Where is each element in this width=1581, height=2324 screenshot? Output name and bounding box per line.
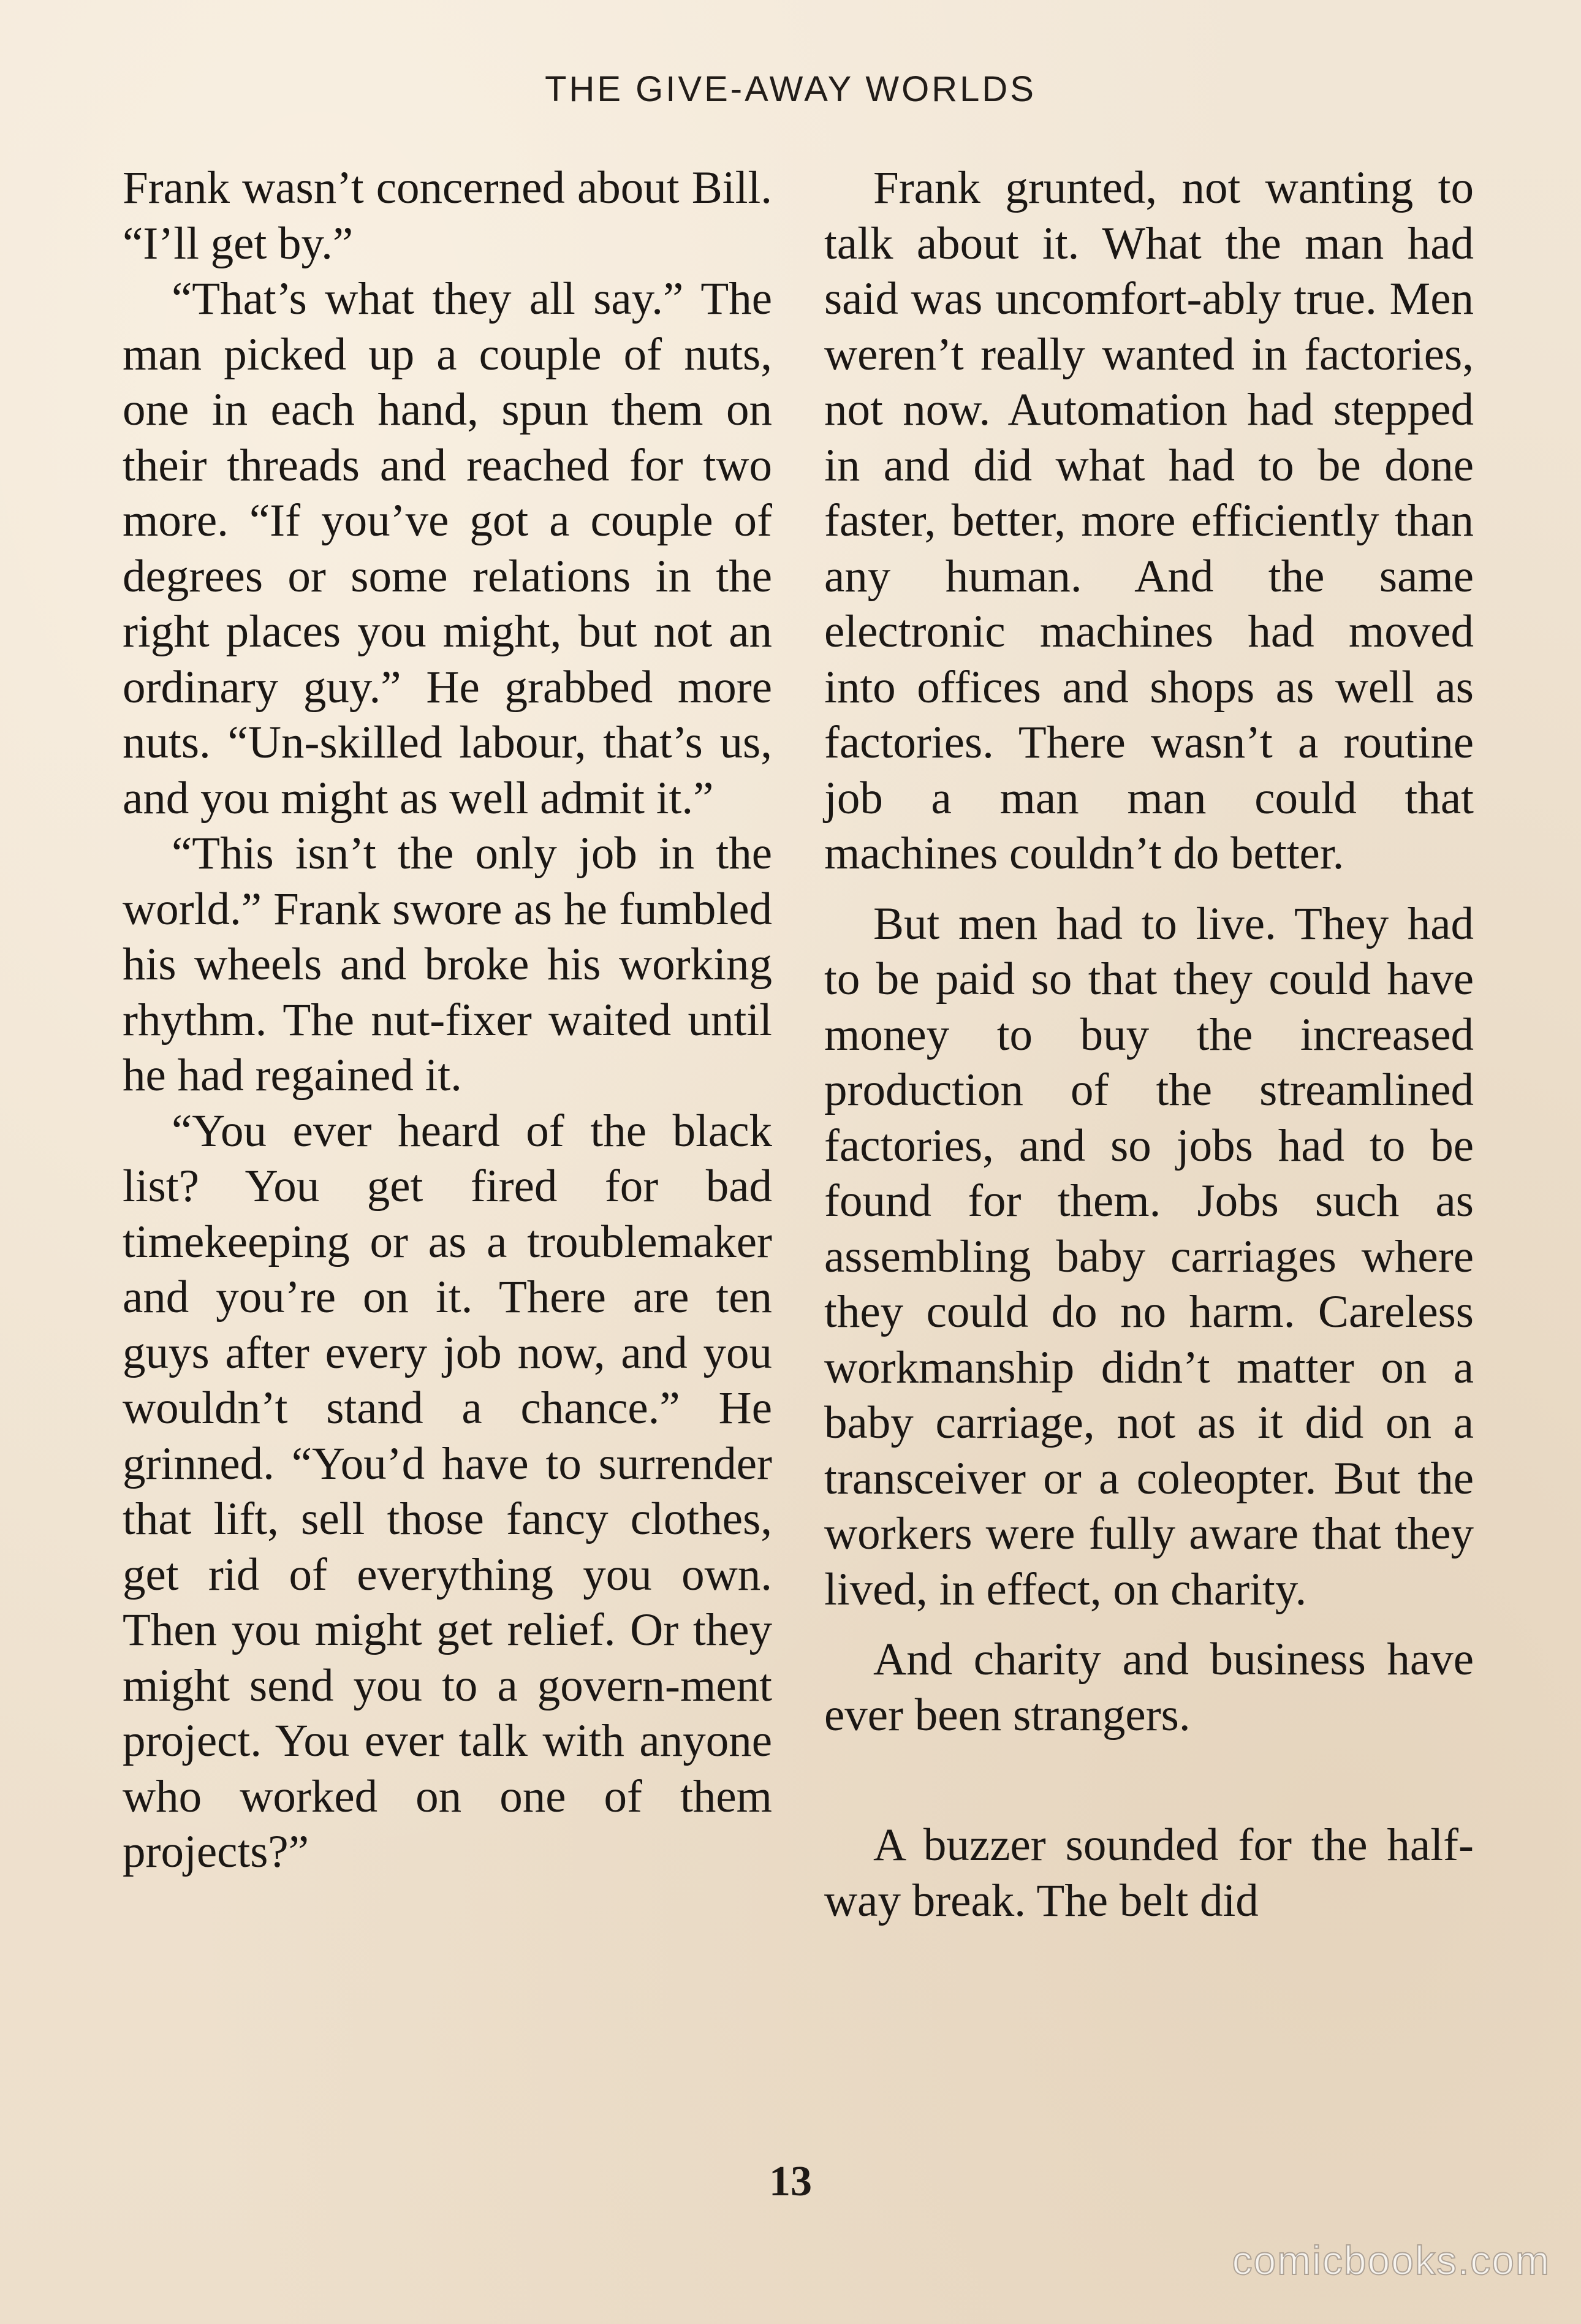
- paragraph: And charity and business have ever been strangers.: [824, 1634, 1474, 1741]
- page-number: 13: [769, 2158, 812, 2205]
- paragraph: “This isn’t the only job in the world.” Frank swore as he fumbled his wheels and broke his working rhythm. The nut-fixer waited until he had regained it.: [123, 828, 772, 1101]
- paragraph: A buzzer sounded for the half-way break. The belt did: [824, 1820, 1474, 1926]
- paragraph: “You ever heard of the black list? You get fired for bad timekeeping or as a troublemaker and you’re on it. There are ten guys after every job now, and you wouldn’t stand a chance.” He grinned. “You’d have to surrender that lift, sell those fancy clothes, get rid of everything you own. Then you might get relief. Or they might send you to a govern-ment project. You ever talk with anyone who worked on one of them projects?”: [123, 1105, 772, 1877]
- paragraph: Frank grunted, not wanting to talk about it. What the man had said was uncomfort-ably true. Men weren’t really wanted in factories, not now. Automation had stepped in and did what had to be done faster, better, more efficiently than any human. And the same electronic machines had moved into offices and shops as well as factories. There wasn’t a routine job a man man could that machines couldn’t do better.: [824, 162, 1474, 879]
- paragraph: But men had to live. They had to be paid so that they could have money to buy the increased production of the streamlined factories, and so jobs had to be found for them. Jobs such as assembling baby carriages where they could do no harm. Careless workmanship didn’t matter on a baby carriage, not as it did on a transceiver or a coleopter. But the workers were fully aware that they lived, in effect, on charity.: [824, 898, 1474, 1615]
- left-column: [123, 161, 772, 1880]
- paragraph: Frank wasn’t concerned about Bill. “I’ll get by.”: [123, 162, 772, 269]
- running-header: THE GIVE-AWAY WORLDS: [545, 69, 1036, 109]
- watermark: comicbooks.com: [1232, 2238, 1550, 2283]
- paragraph: “That’s what they all say.” The man picked up a couple of nuts, one in each hand, spun them on their threads and reached for two more. “If you’ve got a couple of degrees or some relations in the right places you might, but not an ordinary guy.” He grabbed more nuts. “Un-skilled labour, that’s us, and you might as well admit it.”: [123, 273, 772, 824]
- right-column: [824, 161, 1474, 1929]
